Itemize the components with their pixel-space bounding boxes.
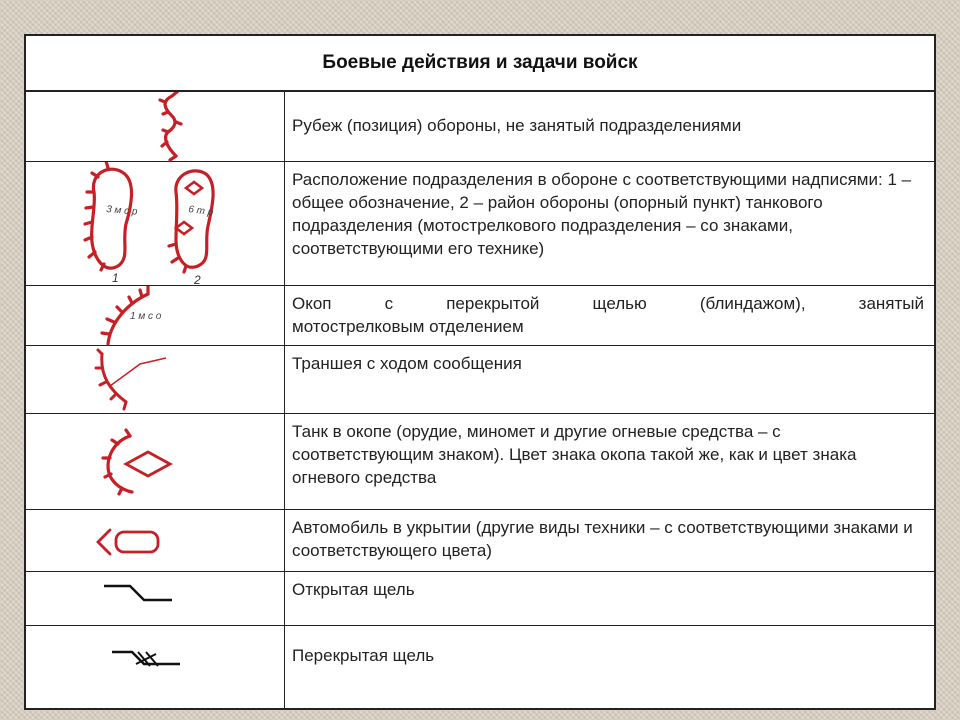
- symbol-cell: [26, 162, 285, 285]
- row-description: Танк в окопе (орудие, миномет и другие огневые средства – с соответствующим знаком). Цвет знака окопа такой же, как и цвет знака огневого средства: [292, 422, 857, 487]
- squad-label: 1 м с о: [130, 311, 162, 322]
- symbol-cell: [26, 414, 285, 509]
- row-description: Рубеж (позиция) обороны, не занятый подразделениями: [292, 116, 742, 135]
- symbol-cell: [26, 626, 285, 708]
- row-description: Расположение подразделения в обороне с соответствующими надписями: 1 – общее обозначение, 2 – район обороны (опорный пункт) танкового подразделения (мотострелкового подразделения – со знаками, соответствующими его технике): [292, 170, 912, 258]
- open-slit-icon: [26, 572, 284, 626]
- table-row: [26, 572, 934, 626]
- table-title: Боевые действия и задачи войск: [26, 36, 934, 92]
- row-description: Открытая щель: [292, 580, 415, 599]
- mech-unit-label: 3 м с р: [105, 204, 138, 218]
- symbol-cell: [26, 286, 285, 345]
- symbol-cell: [26, 346, 285, 413]
- symbol-cell: [26, 92, 285, 161]
- desc-word: (блиндажом),: [699, 294, 806, 313]
- trench-with-communication-icon: [26, 346, 284, 414]
- table-row: [26, 346, 934, 414]
- symbol-cell: [26, 510, 285, 571]
- table-row: [26, 286, 934, 346]
- desc-word: щелью: [592, 294, 647, 313]
- label-number-2: 2: [194, 273, 201, 286]
- table-row: [26, 92, 934, 162]
- tank-unit-label: 6 т р: [187, 204, 214, 219]
- covered-trench-squad-icon: [26, 286, 284, 346]
- symbol-cell: [26, 572, 285, 625]
- label-number-1: 1: [112, 271, 119, 285]
- desc-word: с: [384, 294, 394, 313]
- vehicle-in-shelter-icon: [26, 510, 284, 572]
- defense-line-unoccupied-icon: [26, 92, 284, 162]
- table-row: [26, 626, 934, 708]
- legend-table: [24, 34, 936, 710]
- desc-line: мотострелковым отделением: [292, 317, 524, 336]
- tank-in-trench-icon: [26, 414, 284, 510]
- table-row: [26, 510, 934, 572]
- desc-word: занятый: [858, 294, 924, 313]
- row-description: Перекрытая щель: [292, 646, 435, 665]
- desc-word: перекрытой: [446, 294, 540, 313]
- unit-defense-position-icon: [26, 162, 284, 286]
- table-row: [26, 414, 934, 510]
- row-description: Траншея с ходом сообщения: [292, 354, 522, 373]
- row-description: Автомобиль в укрытии (другие виды техники – с соответствующими знаками и соответствующего цвета): [292, 518, 913, 560]
- table-row: [26, 162, 934, 286]
- covered-slit-icon: [26, 626, 284, 708]
- desc-word: Окоп: [292, 294, 332, 313]
- row-description: [292, 292, 924, 338]
